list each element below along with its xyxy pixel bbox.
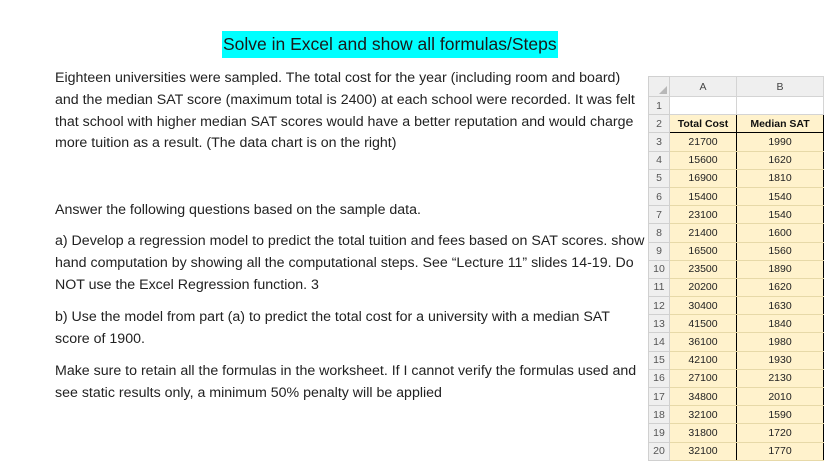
part-a-paragraph: a) Develop a regression model to predict the total tuition and fees based on SAT scores. show hand computation by showing all the computational steps. See “Lecture 11” slides 14-19. Do NOT use the Excel Regression function. 3 [55,233,645,293]
total-cost-cell[interactable]: 15400 [670,187,737,205]
select-all-corner[interactable] [649,77,670,97]
row-number[interactable]: 12 [649,297,670,315]
row-number[interactable]: 3 [649,133,670,151]
median-sat-cell[interactable]: 1720 [737,424,824,442]
median-sat-cell[interactable]: 1540 [737,206,824,224]
row-number[interactable]: 17 [649,388,670,406]
row-number[interactable]: 15 [649,351,670,369]
row-number[interactable]: 14 [649,333,670,351]
header-median-sat[interactable]: Median SAT [737,115,824,133]
sheet-row [649,406,824,424]
sheet-row [649,260,824,278]
part-b-paragraph: b) Use the model from part (a) to predict the total cost for a university with a median SAT score of 1900. [55,309,610,347]
sheet-row [649,151,824,169]
row-number[interactable]: 1 [649,97,670,115]
total-cost-cell[interactable]: 21700 [670,133,737,151]
total-cost-cell[interactable]: 15600 [670,151,737,169]
sheet-row [649,315,824,333]
row-number[interactable]: 13 [649,315,670,333]
total-cost-cell[interactable]: 23500 [670,260,737,278]
sheet-row [649,133,824,151]
sheet-row [649,187,824,205]
total-cost-cell[interactable]: 36100 [670,333,737,351]
median-sat-cell[interactable]: 1980 [737,333,824,351]
total-cost-cell[interactable]: 16900 [670,169,737,187]
column-header-a[interactable]: A [670,77,737,97]
median-sat-cell[interactable]: 1560 [737,242,824,260]
total-cost-cell[interactable]: 16500 [670,242,737,260]
column-header-row [649,77,824,97]
row-number[interactable]: 18 [649,406,670,424]
total-cost-cell[interactable]: 20200 [670,278,737,296]
sheet-row [649,351,824,369]
total-cost-cell[interactable]: 32100 [670,442,737,460]
sheet-row [649,297,824,315]
median-sat-cell[interactable]: 1540 [737,187,824,205]
median-sat-cell[interactable]: 1620 [737,151,824,169]
intro-paragraph: Eighteen universities were sampled. The total cost for the year (including room and board) and the median SAT score (maximum total is 2400) at each school were recorded. It was felt that school with higher median SAT scores would have a better reputation and would charge more tuition as a result. (The data chart is on the right) [55,70,635,152]
row-number[interactable]: 11 [649,278,670,296]
median-sat-cell[interactable]: 1620 [737,278,824,296]
row-number[interactable]: 20 [649,442,670,460]
total-cost-cell[interactable]: 21400 [670,224,737,242]
spreadsheet[interactable] [648,76,824,464]
cell-b1[interactable] [737,97,824,115]
sheet-row [649,369,824,387]
median-sat-cell[interactable]: 2130 [737,369,824,387]
row-number[interactable]: 8 [649,224,670,242]
column-header-b[interactable]: B [737,77,824,97]
sheet-row [649,388,824,406]
sheet-row [649,242,824,260]
row-number[interactable]: 16 [649,369,670,387]
header-total-cost[interactable]: Total Cost [670,115,737,133]
row-number[interactable]: 5 [649,169,670,187]
row-number[interactable]: 19 [649,424,670,442]
total-cost-cell[interactable]: 31800 [670,424,737,442]
sheet-row [649,115,824,133]
sheet-row [649,278,824,296]
total-cost-cell[interactable]: 42100 [670,351,737,369]
spreadsheet-grid [648,76,824,461]
total-cost-cell[interactable]: 23100 [670,206,737,224]
row-number[interactable]: 2 [649,115,670,133]
median-sat-cell[interactable]: 1890 [737,260,824,278]
median-sat-cell[interactable]: 1600 [737,224,824,242]
total-cost-cell[interactable]: 34800 [670,388,737,406]
row-number[interactable]: 4 [649,151,670,169]
sheet-row [649,224,824,242]
total-cost-cell[interactable]: 41500 [670,315,737,333]
total-cost-cell[interactable]: 27100 [670,369,737,387]
sheet-row [649,424,824,442]
sheet-row [649,97,824,115]
sheet-row [649,333,824,351]
select-all-icon [659,86,667,94]
median-sat-cell[interactable]: 1810 [737,169,824,187]
sheet-row [649,442,824,460]
total-cost-cell[interactable]: 32100 [670,406,737,424]
median-sat-cell[interactable]: 1630 [737,297,824,315]
row-number[interactable]: 6 [649,187,670,205]
note-paragraph: Make sure to retain all the formulas in the worksheet. If I cannot verify the formulas used and see static results only, a minimum 50% penalty will be applied [55,363,637,401]
median-sat-cell[interactable]: 1930 [737,351,824,369]
row-number[interactable]: 7 [649,206,670,224]
sheet-row [649,169,824,187]
row-number[interactable]: 10 [649,260,670,278]
total-cost-cell[interactable]: 30400 [670,297,737,315]
page-title: Solve in Excel and show all formulas/Steps [222,31,558,58]
row-number[interactable]: 9 [649,242,670,260]
sheet-row [649,206,824,224]
median-sat-cell[interactable]: 2010 [737,388,824,406]
instructions-paragraph: Answer the following questions based on the sample data. [55,202,421,218]
cell-a1[interactable] [670,97,737,115]
median-sat-cell[interactable]: 1990 [737,133,824,151]
median-sat-cell[interactable]: 1840 [737,315,824,333]
median-sat-cell[interactable]: 1770 [737,442,824,460]
median-sat-cell[interactable]: 1590 [737,406,824,424]
